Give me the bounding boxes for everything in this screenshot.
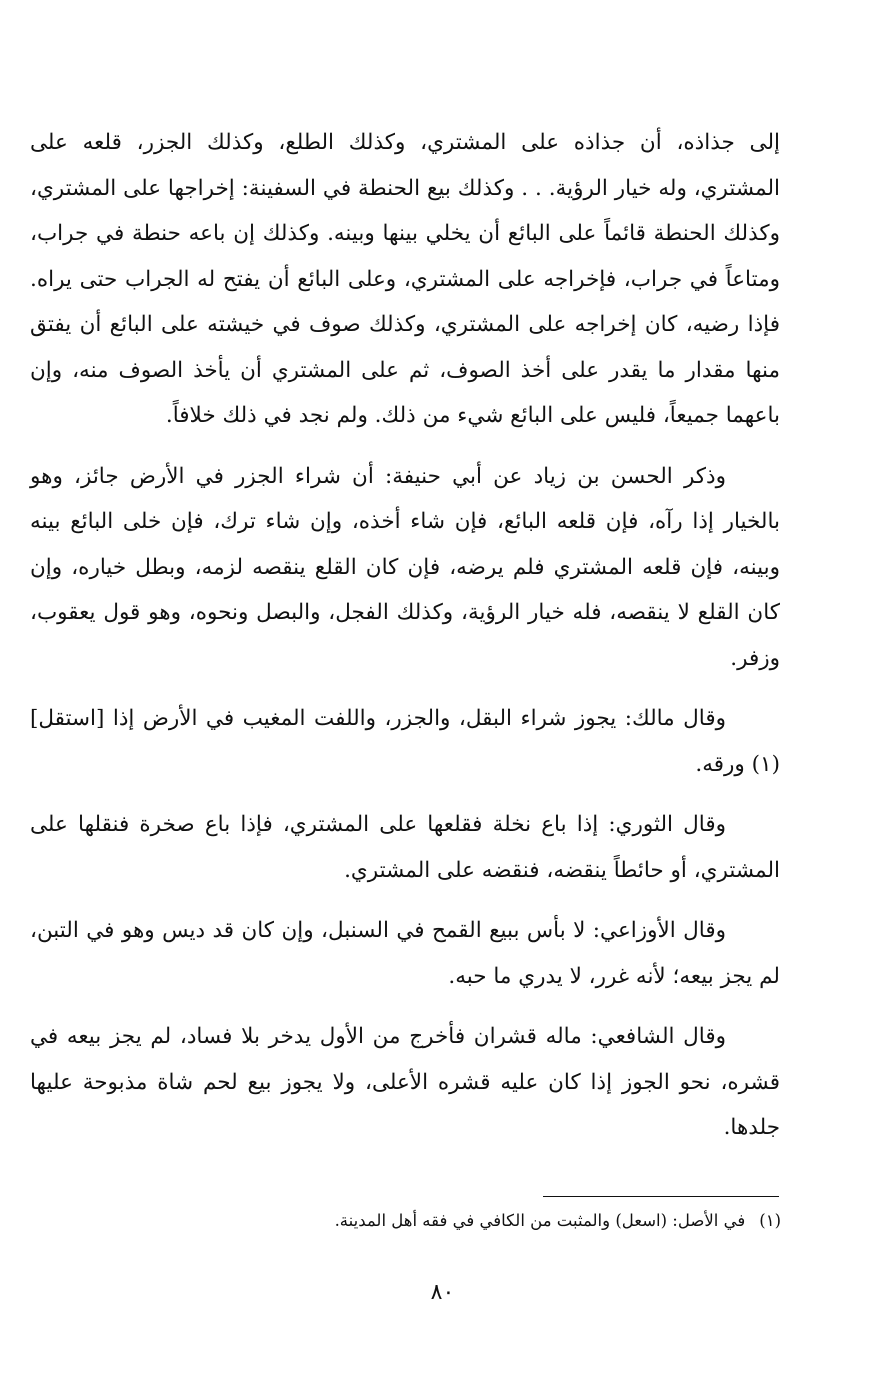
paragraph-4: وقال الثوري: إذا باع نخلة فقلعها على المشتري، فإذا باع صخرة فنقلها على المشتري، أو حائطاً ينقضه، فنقضه على المشتري. — [30, 812, 780, 883]
paragraph-3: وقال مالك: يجوز شراء البقل، والجزر، واللفت المغيب في الأرض إذا [استقل](١) ورقه. — [30, 706, 780, 777]
footnote-marker: (١) — [759, 1211, 781, 1230]
main-text — [30, 120, 780, 1166]
footnote-text: في الأصل: (اسعل) والمثبت من الكافي في فقه أهل المدينة. — [334, 1211, 746, 1230]
paragraph-6: وقال الشافعي: ماله قشران فأخرج من الأول يدخر بلا فساد، لم يجز بيعه في قشره، نحو الجوز إذا كان عليه قشره الأعلى، ولا يجوز بيع لحم شاة مذبوحة عليها جلدها. — [30, 1024, 780, 1140]
footnote — [30, 1206, 781, 1236]
page-number: ٨٠ — [430, 1280, 455, 1305]
paragraph-1: إلى جذاذه، أن جذاذه على المشتري، وكذلك الطلع، وكذلك الجزر، قلعه على المشتري، وله خيار الرؤية. . . وكذلك بيع الحنطة في السفينة: إخراجها على المشتري، وكذلك الحنطة قائماً على البائع أن يخلي بينها وبينه. وكذلك إن باعه حنطة في جراب، ومتاعاً في جراب، فإخراجه على المشتري، وعلى البائع أن يفتح له الجراب حتى يراه. فإذا رضيه، كان إخراجه على المشتري، وكذلك صوف في خيشته على البائع أن يفتق منها مقدار ما يقدر على أخذ الصوف، ثم على المشتري أن يأخذ الصوف منه، وإن باعهما جميعاً، فليس على البائع شيء من ذلك. ولم نجد في ذلك خلافاً. — [30, 130, 780, 428]
footnote-divider — [543, 1196, 779, 1197]
paragraph-5: وقال الأوزاعي: لا بأس ببيع القمح في السنبل، وإن كان قد ديس وهو في التبن، لم يجز بيعه؛ لأنه غرر، لا يدري ما حبه. — [30, 918, 780, 989]
paragraph-2: وذكر الحسن بن زياد عن أبي حنيفة: أن شراء الجزر في الأرض جائز، وهو بالخيار إذا رآه، فإن قلعه البائع، فإن شاء أخذه، وإن شاء ترك، فإن خلى البائع بينه وبينه، فإن قلعه المشتري فلم يرضه، فإن كان القلع ينقصه لزمه، وبطل خياره، وإن كان القلع لا ينقصه، فله خيار الرؤية، وكذلك الفجل، والبصل ونحوه، وهو قول يعقوب، وزفر. — [30, 463, 780, 671]
